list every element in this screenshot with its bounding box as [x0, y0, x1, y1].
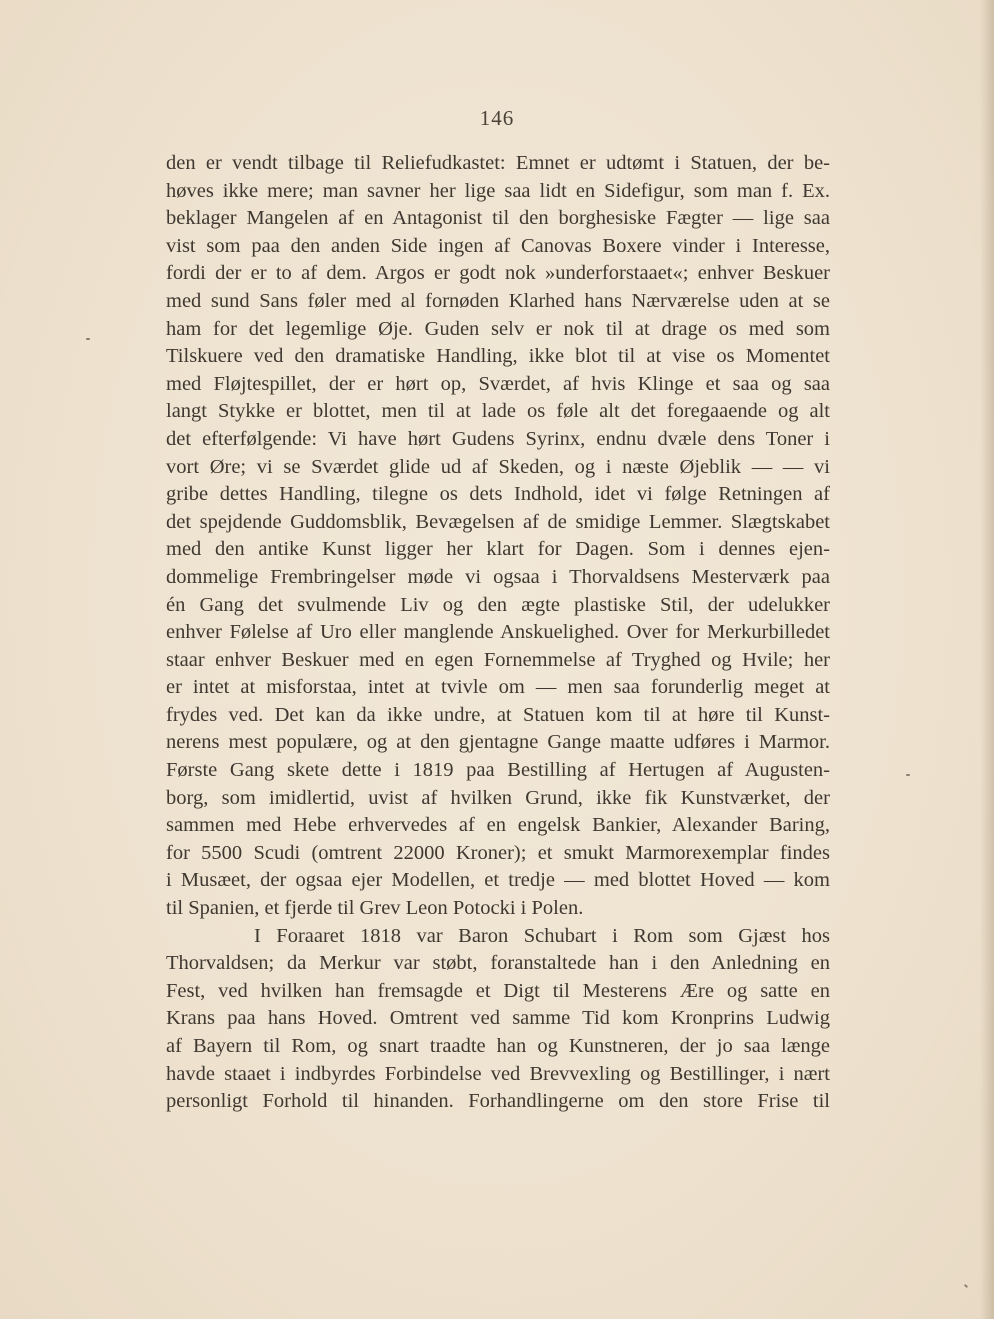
text-line: for 5500 Scudi (omtrent 22000 Kroner); et smukt Marmorexemplar findes	[166, 841, 830, 864]
text-line: én Gang det svulmende Liv og den ægte plastiske Stil, der udelukker	[166, 593, 830, 616]
text-line: staar enhver Beskuer med en egen Fornemmelse af Tryghed og Hvile; her	[166, 648, 830, 671]
text-line: den er vendt tilbage til Reliefudkastet: Emnet er udtømt i Statuen, der be-	[166, 152, 830, 174]
text-line: nerens mest populære, og at den gjentagne Gange maatte udføres i Marmor.	[166, 731, 830, 754]
text-line: er intet at misforstaa, intet at tvivle om — men saa forunderlig meget at	[166, 676, 830, 699]
text-line: borg, som imidlertid, uvist af hvilken Grund, ikke fik Kunstværket, der	[166, 786, 830, 809]
body-text	[166, 150, 830, 1116]
paragraph-start-line: I Foraaret 1818 var Baron Schubart i Rom som Gjæst hos	[254, 924, 830, 947]
text-line: personligt Forhold til hinanden. Forhandlingerne om den store Frise til	[166, 1090, 830, 1113]
paper-speck	[964, 1284, 968, 1288]
page-number: 146	[479, 106, 515, 130]
text-line: frydes ved. Det kan da ikke undre, at Statuen kom til at høre til Kunst-	[166, 703, 830, 726]
text-line: havde staaet i indbyrdes Forbindelse ved Brevvexling og Bestillinger, i nært	[166, 1062, 830, 1085]
text-line: Første Gang skete dette i 1819 paa Bestilling af Hertugen af Augusten-	[166, 759, 830, 782]
text-line: med sund Sans føler med al fornøden Klarhed hans Nærværelse uden at se	[166, 289, 830, 312]
text-line: til Spanien, et fjerde til Grev Leon Potocki i Polen.	[166, 897, 584, 920]
text-line: ham for det legemlige Øje. Guden selv er nok til at drage os med som	[166, 317, 830, 340]
text-line: vort Øre; vi se Sværdet glide ud af Skeden, og i næste Øjeblik — — vi	[166, 455, 830, 478]
text-line: Tilskuere ved den dramatiske Handling, ikke blot til at vise os Momentet	[166, 345, 830, 368]
text-line: med den antike Kunst ligger her klart for Dagen. Som i dennes ejen-	[166, 538, 830, 561]
text-line: det spejdende Guddomsblik, Bevægelsen af de smidige Lemmer. Slægtskabet	[166, 510, 830, 533]
text-line: gribe dettes Handling, tilegne os dets Indhold, idet vi følge Retningen af	[166, 483, 830, 506]
text-line: dommelige Frembringelser møde vi ogsaa i Thorvaldsens Mesterværk paa	[166, 565, 830, 588]
text-line: enhver Følelse af Uro eller manglende Anskuelighed. Over for Merkurbilledet	[166, 621, 830, 644]
text-line: fordi der er to af dem. Argos er godt nok »underforstaaet«; enhver Beskuer	[166, 262, 830, 285]
text-line: i Musæet, der ogsaa ejer Modellen, et tredje — med blottet Hoved — kom	[166, 869, 830, 892]
text-line: Krans paa hans Hoved. Omtrent ved samme Tid kom Kronprins Ludwig	[166, 1007, 830, 1030]
paper-speck	[86, 338, 90, 340]
text-line: Thorvaldsen; da Merkur var støbt, foranstaltede han i den Anledning en	[166, 952, 830, 975]
text-line: langt Stykke er blottet, men til at lade os føle alt det foregaaende og alt	[166, 400, 830, 423]
text-line: høves ikke mere; man savner her lige saa lidt en Sidefigur, som man f. Ex.	[166, 179, 830, 202]
text-line: vist som paa den anden Side ingen af Canovas Boxere vinder i Interesse,	[166, 234, 830, 257]
text-line: sammen med Hebe erhvervedes af en engelsk Bankier, Alexander Baring,	[166, 814, 830, 837]
text-line: beklager Mangelen af en Antagonist til den borghesiske Fægter — lige saa	[166, 207, 830, 230]
text-line: med Fløjtespillet, der er hørt op, Sværdet, af hvis Klinge et saa og saa	[166, 372, 830, 395]
page-edge-shadow	[980, 0, 994, 1319]
paper-speck	[906, 774, 910, 776]
text-line: Fest, ved hvilken han fremsagde et Digt til Mesterens Ære og satte en	[166, 979, 830, 1002]
text-line: af Bayern til Rom, og snart traadte han og Kunstneren, der jo saa længe	[166, 1035, 830, 1057]
text-line: det efterfølgende: Vi have hørt Gudens Syrinx, endnu dvæle dens Toner i	[166, 427, 830, 450]
